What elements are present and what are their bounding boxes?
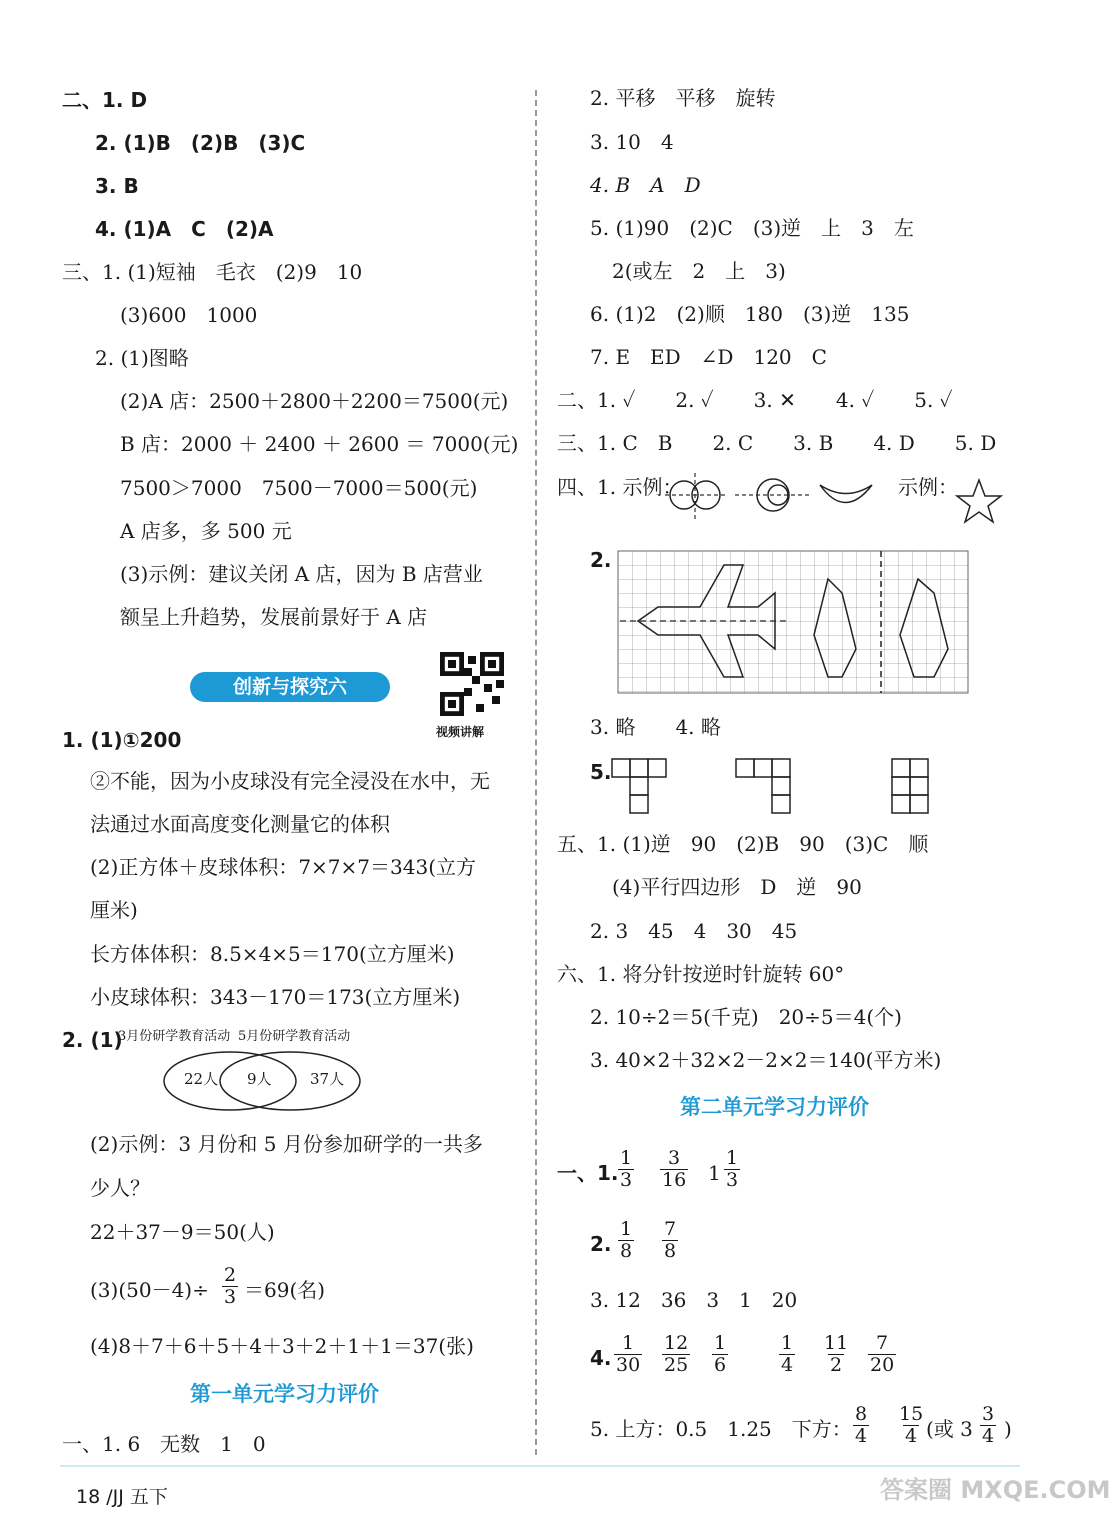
s3-q2b: (2)A 店：2500＋2800＋2200＝7500(元) bbox=[120, 389, 509, 413]
denominator: 8 bbox=[664, 1239, 677, 1262]
numerator: 7 bbox=[664, 1218, 677, 1240]
r-s6-q2: 2. 10÷2＝5(千克) 20÷5＝4(个) bbox=[590, 1005, 902, 1029]
denominator: 16 bbox=[662, 1168, 687, 1191]
u2-q1-prefix: 一、1. bbox=[557, 1161, 619, 1185]
r-s4-q2: 2. bbox=[590, 548, 612, 572]
denominator: 4 bbox=[905, 1424, 918, 1447]
r-s6-q3: 3. 40×2＋32×2－2×2＝140(平方米) bbox=[590, 1048, 942, 1072]
venn-label-a: 3月份研学教育活动 bbox=[118, 1029, 231, 1044]
denominator: 8 bbox=[620, 1239, 633, 1262]
r-s4-q5: 5. bbox=[590, 760, 612, 784]
denominator: 3 bbox=[620, 1168, 633, 1191]
numerator: 1 bbox=[781, 1332, 794, 1354]
s3-q2g: 额呈上升趋势，发展前景好于 A 店 bbox=[120, 605, 428, 629]
c-q2e-fraction bbox=[222, 1265, 238, 1308]
watermark: 答案圈 MXQE.COM bbox=[880, 1476, 1111, 1504]
denominator: 30 bbox=[616, 1353, 641, 1376]
r-q6: 6. (1)2 (2)顺 180 (3)逆 135 bbox=[590, 302, 910, 326]
denominator: 4 bbox=[781, 1353, 794, 1376]
unit1-title: 第一单元学习力评价 bbox=[190, 1382, 379, 1406]
denominator: 6 bbox=[714, 1353, 727, 1376]
denominator: 4 bbox=[855, 1424, 868, 1447]
fraction-denominator: 3 bbox=[224, 1285, 237, 1308]
section-banner: 创新与探究六 bbox=[190, 672, 390, 702]
venn-label-b: 5月份研学教育活动 bbox=[238, 1029, 351, 1044]
page-number: 18 /JJ 五下 bbox=[76, 1486, 168, 1508]
r-s5-q1b: (4)平行四边形 D 逆 90 bbox=[612, 875, 862, 899]
s3-q2f: (3)示例：建议关闭 A 店，因为 B 店营业 bbox=[120, 562, 483, 586]
c-q2f: (4)8＋7＋6＋5＋4＋3＋2＋1＋1＝37(张) bbox=[90, 1334, 474, 1358]
s2-q3: 3. B bbox=[95, 174, 139, 198]
u2-q5-text: 5. 上方：0.5 1.25 下方： bbox=[590, 1417, 852, 1441]
c-q2e-post: ＝69(名) bbox=[244, 1278, 326, 1302]
denominator: 20 bbox=[870, 1353, 895, 1376]
s3-q1a: 三、1. (1)短袖 毛衣 (2)9 10 bbox=[62, 260, 363, 284]
c-q1f: 长方体体积：8.5×4×5＝170(立方厘米) bbox=[90, 942, 455, 966]
r-q5a: 5. (1)90 (2)C (3)逆 上 3 左 bbox=[590, 216, 914, 240]
numerator: 1 bbox=[714, 1332, 727, 1354]
r-q2: 2. 平移 平移 旋转 bbox=[590, 86, 776, 110]
u2-q4-fraction-2 bbox=[662, 1333, 690, 1376]
c-q1g: 小皮球体积：343－170＝173(立方厘米) bbox=[90, 985, 461, 1009]
three-view-figures bbox=[612, 759, 972, 821]
denominator: 25 bbox=[664, 1353, 689, 1376]
numerator: 15 bbox=[899, 1403, 924, 1425]
r-s5-q2: 2. 3 45 4 30 45 bbox=[590, 919, 798, 943]
u2-q1-mixed-whole: 1 bbox=[708, 1161, 721, 1185]
column-divider bbox=[535, 90, 537, 1455]
denominator: 3 bbox=[726, 1168, 739, 1191]
s3-q2c: B 店：2000 ＋ 2400 ＋ 2600 ＝ 7000(元) bbox=[120, 432, 519, 456]
numerator: 1 bbox=[622, 1332, 635, 1354]
u2-q4-fraction-4 bbox=[779, 1333, 795, 1376]
c-q1c: 法通过水面高度变化测量它的体积 bbox=[90, 812, 390, 836]
s2-q1: 二、1. D bbox=[62, 88, 148, 112]
qr-code-icon[interactable] bbox=[440, 652, 504, 716]
u2-q4-fraction-1 bbox=[614, 1333, 642, 1376]
u2-q1-fraction-1 bbox=[618, 1148, 634, 1191]
r-s4-q1: 四、1. 示例： bbox=[557, 475, 683, 499]
u2-q2-fraction-2 bbox=[662, 1219, 678, 1262]
c-q2d: 22＋37－9＝50(人) bbox=[90, 1220, 275, 1244]
c-q2c: 少人？ bbox=[90, 1176, 150, 1200]
c-q2-prefix: 2. (1) bbox=[62, 1028, 123, 1052]
numerator: 8 bbox=[855, 1403, 868, 1425]
u2-q1-mixed-fraction bbox=[724, 1148, 740, 1191]
r-q3: 3. 10 4 bbox=[590, 130, 674, 154]
denominator: 2 bbox=[830, 1353, 843, 1376]
symmetry-example-shapes bbox=[660, 470, 895, 525]
s2-q4: 4. (1)A C (2)A bbox=[95, 217, 274, 241]
c-q2e-pre: (3)(50－4)÷ bbox=[90, 1278, 209, 1302]
venn-ab-value: 9人 bbox=[247, 1070, 272, 1088]
numerator: 1 bbox=[620, 1218, 633, 1240]
c-q1b: ②不能，因为小皮球没有完全浸没在水中，无 bbox=[90, 769, 490, 793]
numerator: 1 bbox=[620, 1147, 633, 1169]
u2-q5-fraction-2 bbox=[897, 1404, 925, 1447]
r-s6-q1: 六、1. 将分针按逆时针旋转 60° bbox=[557, 962, 845, 986]
unit2-title: 第二单元学习力评价 bbox=[680, 1095, 869, 1119]
r-q4: 4. B A D bbox=[590, 173, 701, 197]
r-q5b: 2(或左 2 上 3) bbox=[612, 259, 786, 283]
u2-q1-fraction-2 bbox=[660, 1148, 688, 1191]
u2-q2-prefix: 2. bbox=[590, 1232, 612, 1256]
denominator: 4 bbox=[982, 1424, 995, 1447]
u2-q3: 3. 12 36 3 1 20 bbox=[590, 1288, 798, 1312]
r-s5-q1a: 五、1. (1)逆 90 (2)B 90 (3)C 顺 bbox=[557, 832, 929, 856]
r-s4-q3: 3. 略 4. 略 bbox=[590, 715, 721, 739]
u2-q4-fraction-3 bbox=[712, 1333, 728, 1376]
star-icon bbox=[955, 478, 1003, 524]
u2-q4-fraction-5 bbox=[822, 1333, 850, 1376]
s3-q1b: (3)600 1000 bbox=[120, 303, 258, 327]
u2-q5-fraction-1 bbox=[853, 1404, 869, 1447]
s3-q2e: A 店多，多 500 元 bbox=[120, 519, 292, 543]
venn-b-value: 37人 bbox=[310, 1070, 345, 1088]
translation-grid-figure bbox=[618, 551, 968, 693]
u2-q2-fraction-1 bbox=[618, 1219, 634, 1262]
u2-q5-close: ) bbox=[1004, 1417, 1012, 1441]
c-q1d: (2)正方体＋皮球体积：7×7×7＝343(立方 bbox=[90, 855, 476, 879]
numerator: 12 bbox=[664, 1332, 689, 1354]
numerator: 3 bbox=[668, 1147, 681, 1169]
u1-q1: 一、1. 6 无数 1 0 bbox=[62, 1432, 266, 1456]
numerator: 3 bbox=[982, 1403, 995, 1425]
u2-q4-prefix: 4. bbox=[590, 1346, 612, 1370]
fraction-numerator: 2 bbox=[224, 1264, 237, 1286]
u2-q5-or: (或 3 bbox=[926, 1417, 973, 1441]
numerator: 7 bbox=[876, 1332, 889, 1354]
footer-rule bbox=[60, 1465, 1020, 1467]
u2-q4-fraction-6 bbox=[868, 1333, 896, 1376]
r-q7: 7. E ED ∠D 120 C bbox=[590, 345, 827, 369]
numerator: 1 bbox=[726, 1147, 739, 1169]
s3-q2a: 2. (1)图略 bbox=[95, 346, 189, 370]
venn-a-value: 22人 bbox=[184, 1070, 219, 1088]
r-s2: 二、1. ✓ 2. ✓ 3. ✕ 4. ✓ 5. ✓ bbox=[557, 388, 953, 412]
c-q1a: 1. (1)①200 bbox=[62, 728, 182, 752]
numerator: 11 bbox=[824, 1332, 849, 1354]
c-q1e: 厘米) bbox=[90, 898, 138, 922]
r-s4-ex2: 示例： bbox=[898, 475, 958, 499]
r-s3: 三、1. C B 2. C 3. B 4. D 5. D bbox=[557, 431, 997, 455]
qr-caption: 视频讲解 bbox=[436, 725, 485, 739]
s3-q2d: 7500＞7000 7500－7000＝500(元) bbox=[120, 476, 478, 500]
c-q2b: (2)示例：3 月份和 5 月份参加研学的一共多 bbox=[90, 1132, 483, 1156]
u2-q5-fraction-3 bbox=[980, 1404, 996, 1447]
s2-q2: 2. (1)B (2)B (3)C bbox=[95, 131, 306, 155]
